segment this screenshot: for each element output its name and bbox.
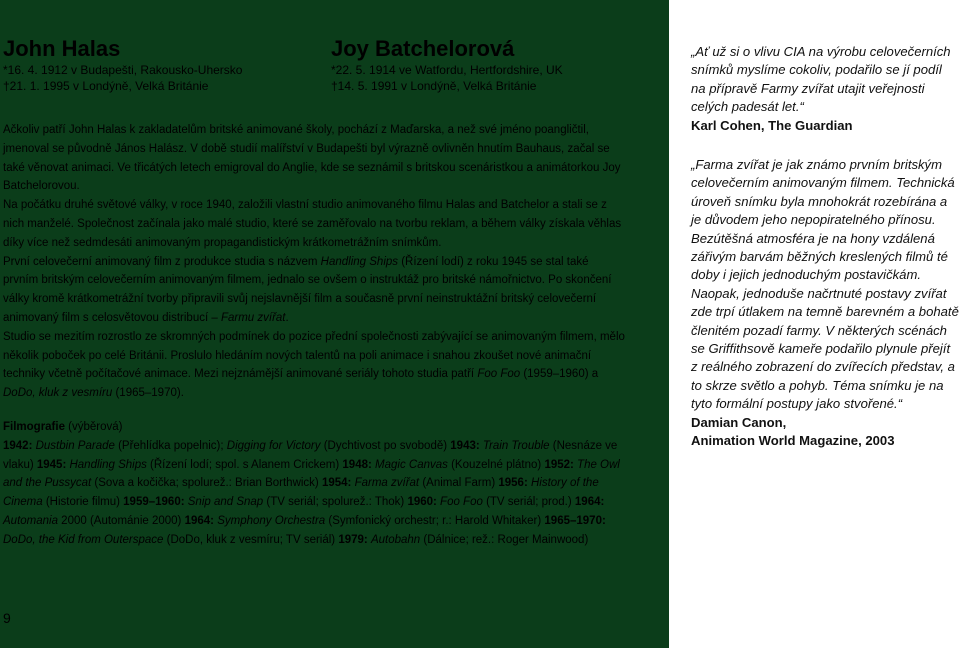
person-name: Joy Batchelorová (331, 36, 515, 61)
filmography-title: Handling Ships (69, 458, 147, 471)
quote-text: „Farma zvířat je jak známo prvním britským celovečerním animovaným filmem. Technická úroveň snímku byla mnohokrát rozebírána a je důvodem jeho nepopiratelného přínosu. Bezútěšná atmosféra je na hony vzdálená zářivým barvám běžných kreslených filmů té doby i jejich jednoduchým postavičkám. Naopak, jednoduše načrtnuté postavy zvířat zde trpí útlakem na temně barevném a bohatě členitém pozadí farmy. V některých scénách se Griffithsově kameře podařilo plynule přejít z reálného zobrazení do zvířecích představ, a to skrze světlo a pohyb. Téma snímku je na tyto formální postupy jako stvořené.“ (691, 157, 959, 412)
person-died: †21. 1. 1995 v Londýně, Velká Británie (3, 79, 209, 93)
quote-source: Karl Cohen, The Guardian (691, 117, 853, 133)
filmography-year: 1956: (498, 477, 531, 490)
filmography-year: 1948: (342, 458, 376, 471)
filmography-note: (DoDo, kluk z vesmíru; TV seriál) (163, 533, 339, 546)
filmography-title: Foo Foo (440, 496, 483, 509)
filmography-note: (Historie filmu) (42, 496, 124, 509)
filmography-year: 1945: (36, 458, 70, 471)
filmography-title: DoDo, the Kid from Outerspace (3, 533, 164, 546)
filmography-year: 1952: (544, 458, 578, 471)
filmography-year: 1959–1960: (123, 496, 188, 509)
filmography-entry (342, 459, 544, 471)
person-died: †14. 5. 1991 v Londýně, Velká Británie (331, 79, 537, 93)
quote-canon (691, 156, 959, 451)
filmography-note: (Přehlídka popelnic); (114, 439, 227, 452)
biography (3, 121, 626, 403)
filmography-year: 1964: (184, 514, 218, 527)
filmography-year: 1943: (450, 439, 483, 452)
person-born: *22. 5. 1914 ve Watfordu, Hertfordshire, UK (331, 63, 563, 77)
filmography-year: 1964: (574, 496, 605, 509)
filmography-note: 2000 (Autománie 2000) (57, 514, 185, 527)
filmography-year: 1954: (321, 477, 355, 490)
person-name: John Halas (3, 36, 121, 61)
filmography-note: (Řízení lodí; spol. s Alanem Crickem) (146, 458, 343, 471)
filmography-title: Digging for Victory (226, 439, 321, 452)
filmography-note: (Nesnáze ve vlaku) (3, 439, 618, 471)
filmography-title: Automania (3, 514, 58, 527)
filmography-note: (Symfonický orchestr; r.: Harold Whitaker) (325, 514, 545, 527)
filmography-list (3, 437, 626, 550)
filmography-title: Farma zvířat (354, 477, 420, 490)
filmography-title: Train Trouble (482, 439, 550, 452)
quote-source-publication: Animation World Magazine, 2003 (691, 433, 895, 449)
filmography-entry (322, 477, 498, 489)
filmography-note: (Kouzelné plátno) (447, 458, 545, 471)
filmography-note: (Dychtivost po svobodě) (320, 439, 451, 452)
filmography-title: Magic Canvas (375, 458, 448, 471)
filmography-note: (Dálnice; rež.: Roger Mainwood) (420, 533, 589, 546)
filmography-entry (338, 534, 588, 546)
filmography-entry (37, 459, 343, 471)
filmography-entry (185, 515, 545, 527)
quote-cohen (691, 43, 959, 135)
quote-text: „Ať už si o vlivu CIA na výrobu celovečerních snímků myslíme cokoliv, podařilo se jí podíl na přípravě Farmy zvířat utajit veřejnosti celých padesát let.“ (691, 44, 951, 115)
filmography-note: (Sova a kočička; spolurež.: Brian Borthwick) (91, 477, 322, 490)
filmography-title: Snip and Snap (187, 496, 264, 509)
person-born: *16. 4. 1912 v Budapešti, Rakousko-Uhersko (3, 63, 243, 77)
filmography-year: 1960: (407, 496, 441, 509)
bio-paragraph: Ačkoliv patří John Halas k zakladatelům britské animované školy, pochází z Maďarska, a než své jméno poangličtil, jmenoval se původně János Halász. V době studií malířství v Budapešti byl výrazně ovlivněn hnutím Bauhaus, začal se také věnovat animaci. Ve třicátých letech emigroval do Anglie, kde se seznámil s britskou scenáristkou a animátorkou Joy Batchelorovou. (3, 124, 621, 193)
bio-paragraph: Na počátku druhé světové války, v roce 1940, založili vlastní studio animovaného filmu Halas and Batchelor a stali se z nich manželé. Společnost začínala jako malé studio, které se zaměřovalo na tvorbu reklam, a během války získala věhlas díky více než sedmdesáti animovaným propagandistickým krátkometrážním snímkům. (3, 199, 622, 249)
filmography-title: Symphony Orchestra (217, 514, 326, 527)
bio-paragraph: Studio se mezitím rozrostlo ze skromných podmínek do pozice přední společnosti zabývající se animovaným filmem, mělo několik poboček po celé Británii. Proslulo hledáním nových talentů na poli animace i snahou zkoušet nové animační techniky včetně počítačové animace. Mezi nejznámější animované seriály tohoto studia patří Foo Foo (1959–1960) a DoDo, kluk z vesmíru (1965–1970). (3, 330, 625, 400)
filmography-entry (123, 496, 407, 508)
filmography-title: The Owl and the Pussycat (3, 458, 620, 490)
quote-source: Damian Canon, (691, 414, 787, 430)
filmography-year: 1942: (3, 439, 36, 452)
filmography-title: Autobahn (370, 533, 421, 546)
filmography-entry (407, 496, 574, 508)
filmography-note: (TV seriál; prod.) (482, 496, 575, 509)
filmography-entry (3, 440, 227, 452)
page-number: 9 (3, 610, 11, 626)
person-john-halas (3, 36, 242, 94)
filmography-note: (TV seriál; spolurež.: Thok) (263, 496, 408, 509)
filmography-entry (227, 440, 451, 452)
filmography-year: 1965–1970: (544, 514, 606, 527)
filmography-title: History of the Cinema (3, 477, 599, 509)
person-joy-batchelor (331, 36, 563, 94)
filmography-heading: Filmografie (výběrová) (3, 421, 123, 433)
filmography-note: (Animal Farm) (419, 477, 499, 490)
bio-paragraph: První celovečerní animovaný film z produkce studia s názvem Handling Ships (Řízení lodí) z roku 1945 se stal také prvním britským celovečerním animovaným filmem, jednalo se ovšem o instruktáž pro britské námořnictvo. Po skončení války kromě krátkometrážní tvorby připravili svůj nejslavnější film a současně první neinstruktážní britský celovečerní animovaný film s celosvětovou distribucí – Farmu zvířat. (3, 255, 612, 324)
filmography-title: Dustbin Parade (35, 439, 115, 452)
filmography (3, 418, 626, 550)
filmography-year: 1979: (338, 533, 371, 546)
